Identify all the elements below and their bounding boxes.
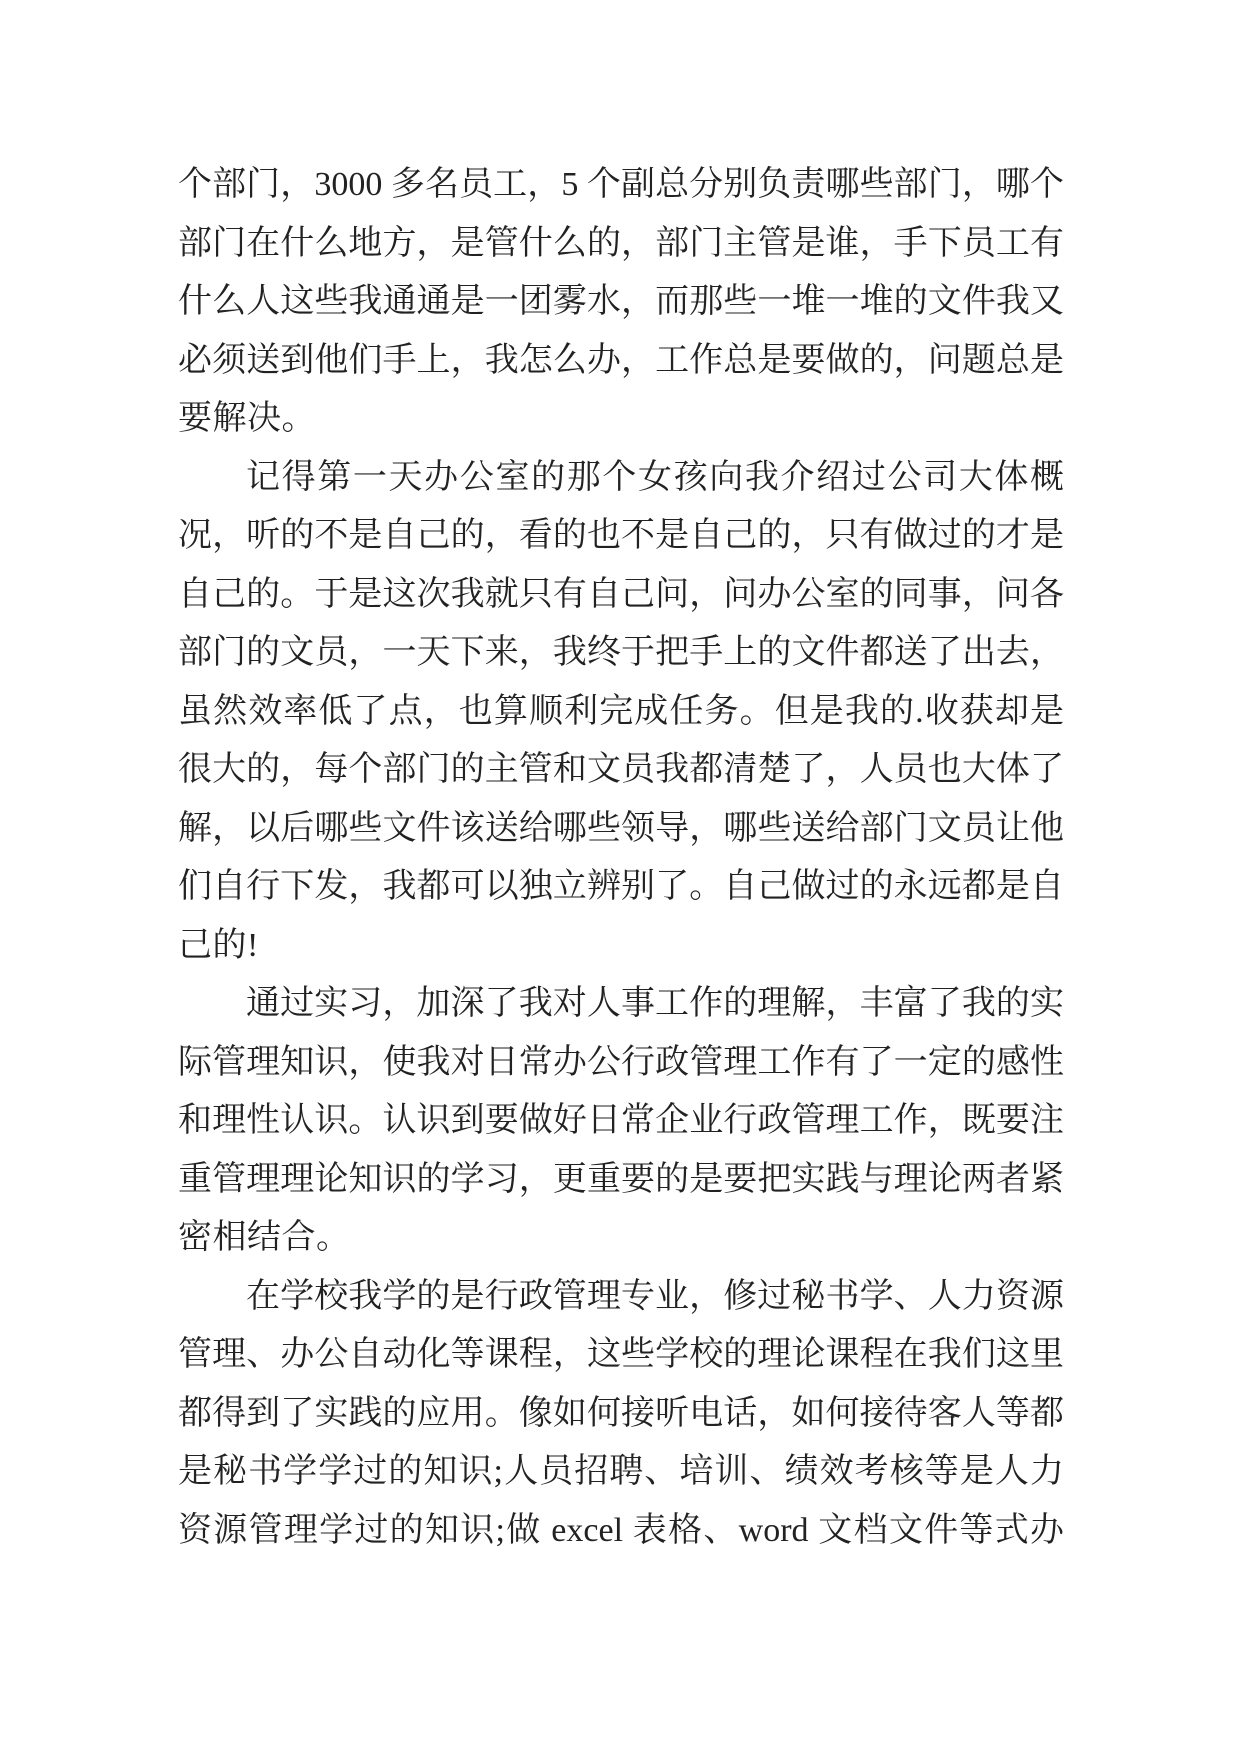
text-line: 和理性认识。认识到要做好日常企业行政管理工作，既要注 bbox=[178, 1102, 1064, 1139]
document-text-block bbox=[178, 156, 1064, 1560]
text-line: 虽然效率低了点，也算顺利完成任务。但是我的.收获却是 bbox=[178, 692, 1064, 730]
text-line: 很大的，每个部门的主管和文员我都清楚了，人员也大体了 bbox=[178, 751, 1064, 788]
text-line: 个部门，3000 多名员工，5 个副总分别负责哪些部门，哪个 bbox=[178, 166, 1064, 203]
text-line: 己的! bbox=[178, 926, 259, 964]
text-line: 通过实习，加深了我对人事工作的理解，丰富了我的实 bbox=[246, 985, 1064, 1022]
text-line: 要解决。 bbox=[178, 400, 316, 437]
text-line: 管理、办公自动化等课程，这些学校的理论课程在我们这里 bbox=[178, 1336, 1064, 1373]
text-line: 都得到了实践的应用。像如何接听电话，如何接待客人等都 bbox=[178, 1394, 1064, 1432]
text-line: 部门在什么地方，是管什么的，部门主管是谁，手下员工有 bbox=[178, 224, 1064, 262]
text-line: 部门的文员，一天下来，我终于把手上的文件都送了出去， bbox=[178, 634, 1064, 671]
text-line: 什么人这些我通通是一团雾水，而那些一堆一堆的文件我又 bbox=[178, 283, 1064, 320]
text-line: 际管理知识，使我对日常办公行政管理工作有了一定的感性 bbox=[178, 1043, 1064, 1081]
text-line: 资源管理学过的知识;做 excel 表格、word 文档文件等式办 bbox=[178, 1511, 1064, 1549]
text-line: 在学校我学的是行政管理专业，修过秘书学、人力资源 bbox=[246, 1277, 1064, 1315]
text-line: 解，以后哪些文件该送给哪些领导，哪些送给部门文员让他 bbox=[178, 809, 1064, 847]
text-line: 况，听的不是自己的，看的也不是自己的，只有做过的才是 bbox=[178, 517, 1064, 554]
text-line: 密相结合。 bbox=[178, 1219, 351, 1256]
text-line: 重管理理论知识的学习，更重要的是要把实践与理论两者紧 bbox=[178, 1160, 1064, 1198]
text-line: 是秘书学学过的知识;人员招聘、培训、绩效考核等是人力 bbox=[178, 1453, 1064, 1490]
text-line: 必须送到他们手上，我怎么办，工作总是要做的，问题总是 bbox=[178, 341, 1064, 379]
text-line: 们自行下发，我都可以独立辨别了。自己做过的永远都是自 bbox=[178, 868, 1064, 905]
text-line: 记得第一天办公室的那个女孩向我介绍过公司大体概 bbox=[246, 458, 1064, 496]
text-line: 自己的。于是这次我就只有自己问，问办公室的同事，问各 bbox=[178, 575, 1064, 613]
